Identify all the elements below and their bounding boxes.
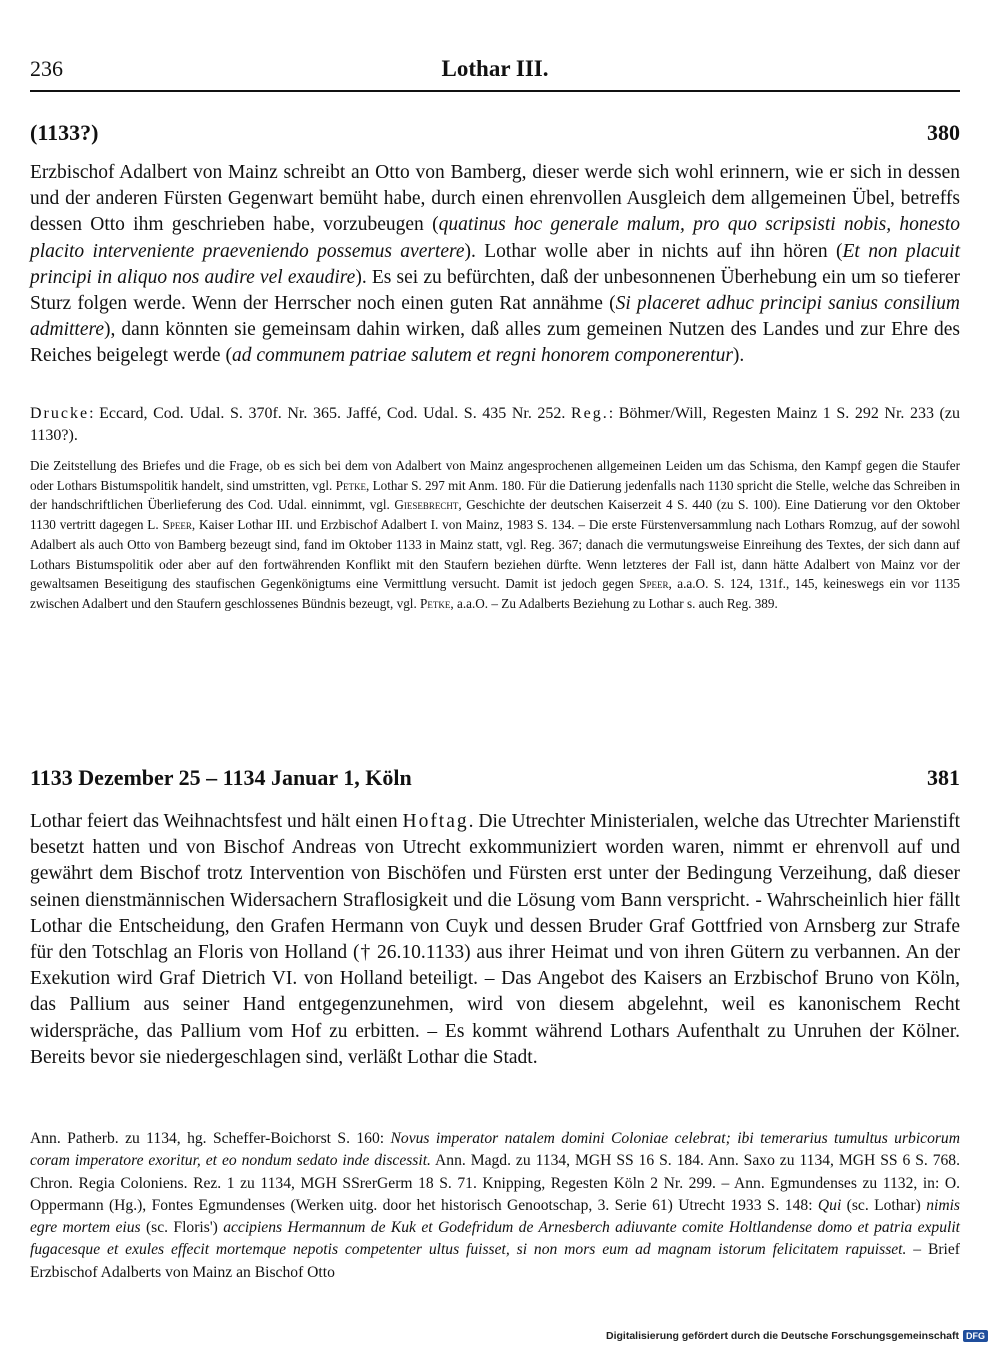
entry-381-text <box>30 809 960 1071</box>
text-run: Erzbischof Adalbert von Mainz schreibt an Otto von Bamberg, dieser werde sich wohl erinnern, wie er sich in dessen und der anderen Fürsten Gegenwart bemüht habe, durch einen ehrenvollen Ausgleich dem allgemeinen Übel, betreffs dessen Otto ihm geschrieben habe, vorzubeugen ( <box>30 162 960 236</box>
text-run: : Eccard, Cod. Udal. S. 370f. Nr. 365. Jaffé, Cod. Udal. S. 435 Nr. 252. <box>89 405 571 422</box>
text-run: (sc. Floris') <box>140 1219 224 1237</box>
text-run: Speer <box>639 576 669 592</box>
text-run: nimis egre mortem eius <box>30 1196 960 1237</box>
dfg-logo: DFG <box>963 1330 988 1342</box>
entry-380-date: (1133?) <box>30 120 99 145</box>
entry-380-text <box>30 160 960 370</box>
text-run: quatinus hoc generale malum, pro quo scripsisti nobis, honesto placito interveniente praeveniendo possemus avertere <box>30 214 960 262</box>
text-run: , Lothar S. 297 mit Anm. 180. Für die Datierung jedenfalls nach 1130 spricht die Stelle, welche das Schreiben in der handschriftlichen Überlieferung des Cod. Udal. einnimmt, vgl. <box>30 477 960 513</box>
text-run: Drucke <box>30 405 90 422</box>
text-run: ). Es sei zu befürchten, daß der unbesonnenen Überhebung ein um so tieferer Sturz folgen werde. Wenn der Herrscher noch einen guten Rat annähme ( <box>30 266 960 315</box>
text-run: ad communem patriae salutem et regni honorem componerentur <box>231 345 733 367</box>
text-run: . Die Utrechter Ministerialen, welche das Utrechter Marienstift besetzt hatten und von Bischof Andreas von Utrecht exkommuniziert worden waren, nimmt er ehrenvoll auf und gewährt dem Bischof trotz Intervention von Bischöfen und Fürsten erst unter der Bedingung Verzeihung, daß dieser seinen dienstmännischen Widersachern Straflosigkeit und die Lösung vom Bann verspricht. - Wahrscheinlich hier fällt Lothar die Entscheidung, den Grafen Hermann von Cuyk und dessen Bruder Graf Gottfried von Arnsberg zur Strafe für den Totschlag an Floris von Holland († 26.10.1133) aus ihrer Heimat und von ihren Gütern zu verbannen. An der Exekution wird Graf Dietrich VI. von Holland beteiligt. – Das Angebot des Kaisers an Erzbischof Bruno von Köln, das Pallium aus seiner Hand entgegenzunehmen, wird von diesem abgelehnt, weil es kanonischem Recht widerspräche, das Pallium vom Hof zu erbitten. – Es kommt während Lothars Aufenthalt zu Unruhen der Kölner. Bereits bevor sie niedergeschlagen sind, verläßt Lothar die Stadt. <box>30 811 960 1068</box>
text-run: Lothar feiert das Weihnachtsfest und hält einen <box>30 811 403 832</box>
entry-380-number: 380 <box>927 120 960 145</box>
entry-381-date: 1133 Dezember 25 – 1134 Januar 1, Köln <box>30 765 412 790</box>
entry-380-commentary <box>30 456 960 614</box>
footer-credit-text: Digitalisierung gefördert durch die Deutsche Forschungsgemeinschaft <box>606 1330 959 1342</box>
text-run: Novus imperator natalem domini Coloniae celebrat; ibi temerarius tumultus urbicorum coram imperatore exoritur, et eo nondum sedato inde discessit. <box>30 1130 960 1170</box>
text-run: , Geschichte der deutschen Kaiserzeit 4 S. 440 (zu S. 100). Eine Datierung vor den Oktober 1130 vertritt dagegen L. <box>30 497 960 533</box>
text-run: Giesebrecht <box>394 497 459 513</box>
entry-380-prints <box>30 403 960 447</box>
footer-credit <box>606 1330 988 1342</box>
text-run: Petke <box>420 595 451 611</box>
text-run: , Kaiser Lothar III. und Erzbischof Adalbert I. von Mainz, 1983 S. 134. – Die erste Fürstenversammlung nach Lothars Romzug, auf der sowohl Adalbert als auch Otto von Bamberg bezeugt sind, fand im Oktober 1133 in Mainz statt, vgl. Reg. 367; danach die vermutungsweise Einreihung des Textes, der sich dann auf Lothars Bistumspolitik oder aber auf den fortwährenden Konflikt mit den Staufern beziehen dürfte. Wenn letzteres der Fall ist, dann hätte Adalbert von Mainz vor der gewaltsamen Beseitigung des staufischen Gegenkönigtums eine Vermittlung versucht. Damit ist jedoch gegen <box>30 517 961 592</box>
text-run: : Böhmer/Will, Regesten Mainz 1 S. 292 Nr. 233 (zu 1130?). <box>30 405 960 444</box>
entry-381-heading <box>30 765 960 795</box>
text-run: , a.a.O. S. 124, 131f., 145, keineswegs ein vor 1135 zwischen Adalbert und den Staufern geschlossenes Bündnis bezeugt, vgl. <box>30 576 960 611</box>
header-rule <box>30 90 960 92</box>
text-run: (sc. Lothar) <box>841 1196 927 1214</box>
entry-381-sources <box>30 1128 960 1284</box>
text-run: ). Lothar wolle aber in nichts auf ihn hören ( <box>464 240 843 262</box>
text-run: ), dann könnten sie gemeinsam dahin wirken, daß alles zum gemeinen Nutzen des Landes und zur Ehre des Reiches beigelegt werde ( <box>30 319 960 367</box>
text-run: Et non placuit principi in aliquo nos audire vel exaudire <box>30 240 960 288</box>
text-run: Petke <box>335 477 366 493</box>
running-head <box>30 56 960 90</box>
text-run: Qui <box>817 1196 842 1214</box>
running-title: Lothar III. <box>441 56 549 81</box>
text-run: Si placeret adhuc principi sanius consilium admittere <box>30 293 960 341</box>
text-run: Hoftag <box>402 811 469 832</box>
text-run: accipiens Hermannum de Kuk et Godefridum de Arnesberch adiuvante comite Holtlandense domo et patria expulit fugacesque et exules effecit mortemque nepotis competenter ultus fuisset, si non mors eum ad magnam istorum felicitatem rapuisset. <box>30 1219 960 1259</box>
text-run: ). <box>732 345 745 367</box>
text-run: Ann. Magd. zu 1134, MGH SS 16 S. 184. Ann. Saxo zu 1134, MGH SS 6 S. 768. Chron. Regia Coloniens. Rez. 1 zu 1134, MGH SSrerGerm 18 S. 71. Knipping, Regesten Köln 2 Nr. 299. – Ann. Egmundenses zu 1132, in: O. Oppermann (Hg.), Fontes Egmundenses (Werken uitg. door het historisch Genootschap, 3. Serie 61) Utrecht 1933 S. 148: <box>30 1152 960 1214</box>
text-run: Ann. Patherb. zu 1134, hg. Scheffer-Boichorst S. 160: <box>30 1130 391 1147</box>
page-number: 236 <box>30 56 63 81</box>
text-run: Die Zeitstellung des Briefes und die Frage, ob es sich bei dem von Adalbert von Mainz angesprochenen allgemeinen Leiden um das Schisma, den Kampf gegen die Staufer oder Lothars Bistumspolitik handelt, sind umstritten, vgl. <box>30 458 960 493</box>
text-run: – Brief Erzbischof Adalberts von Mainz an Bischof Otto <box>30 1241 960 1281</box>
entry-380-heading <box>30 120 960 150</box>
text-run: Reg. <box>570 405 609 422</box>
text-run: , a.a.O. – Zu Adalberts Beziehung zu Lothar s. auch Reg. 389. <box>450 595 778 611</box>
entry-381-number: 381 <box>927 765 960 790</box>
text-run: Speer <box>162 517 192 533</box>
